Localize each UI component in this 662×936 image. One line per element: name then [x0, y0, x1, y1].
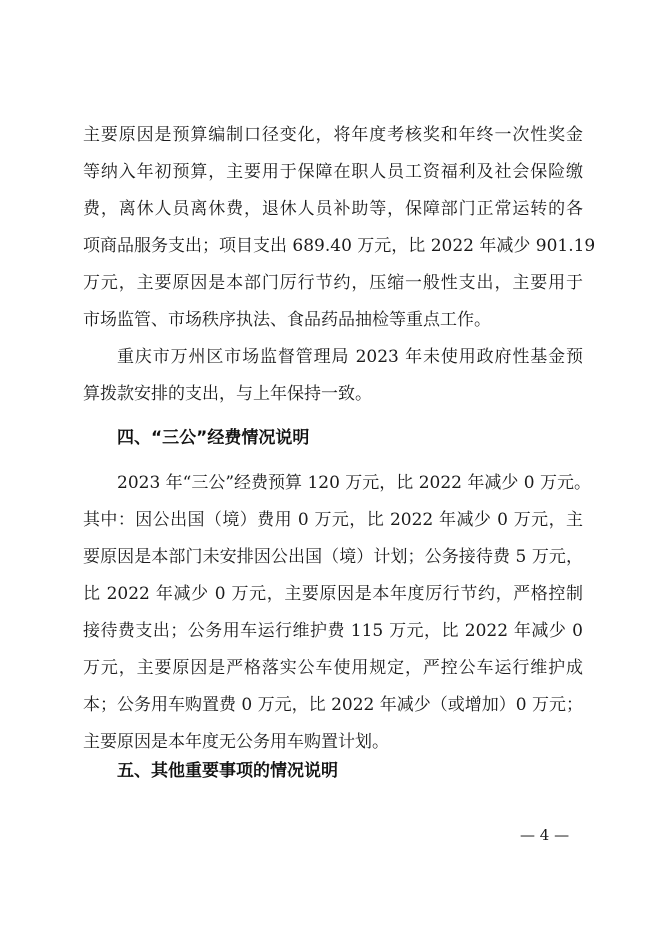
body-text-line: 2023 年“三公”经费预算 120 万元，比 2022 年减少 0 万元。 [117, 473, 591, 493]
section-heading-three-public-expenses: 四、“三公”经费情况说明 [117, 428, 310, 448]
body-text-line: 比 2022 年减少 0 万元，主要原因是本年度厉行节约，严格控制 [83, 584, 583, 604]
body-text-line: 市场监管、市场秩序执法、食品药品抽检等重点工作。 [83, 310, 491, 330]
body-text-line: 主要原因是本年度无公务用车购置计划。 [83, 732, 389, 752]
body-text-line: 重庆市万州区市场监督管理局 2023 年未使用政府性基金预 [117, 347, 583, 367]
body-text-line: 其中：因公出国（境）费用 0 万元，比 2022 年减少 0 万元，主 [83, 510, 583, 530]
body-text-line: 接待费支出；公务用车运行维护费 115 万元，比 2022 年减少 0 [83, 621, 583, 641]
body-text-line: 项商品服务支出；项目支出 689.40 万元，比 2022 年减少 901.19 [83, 236, 596, 256]
section-heading-other-matters: 五、其他重要事项的情况说明 [117, 761, 338, 781]
page-number: — 4 — [520, 826, 570, 844]
body-text-line: 主要原因是预算编制口径变化，将年度考核奖和年终一次性奖金 [83, 125, 583, 145]
body-text-line: 算拨款安排的支出，与上年保持一致。 [83, 384, 372, 404]
body-text-line: 等纳入年初预算，主要用于保障在职人员工资福利及社会保险缴 [83, 162, 583, 182]
body-text-line: 要原因是本部门未安排因公出国（境）计划；公务接待费 5 万元， [83, 547, 583, 567]
body-text-line: 万元，主要原因是严格落实公车使用规定，严控公车运行维护成 [83, 658, 583, 678]
body-text-line: 万元，主要原因是本部门厉行节约，压缩一般性支出，主要用于 [83, 273, 583, 293]
body-text-line: 本；公务用车购置费 0 万元，比 2022 年减少（或增加）0 万元； [83, 695, 583, 715]
body-text-line: 费，离休人员离休费，退休人员补助等，保障部门正常运转的各 [83, 199, 583, 219]
